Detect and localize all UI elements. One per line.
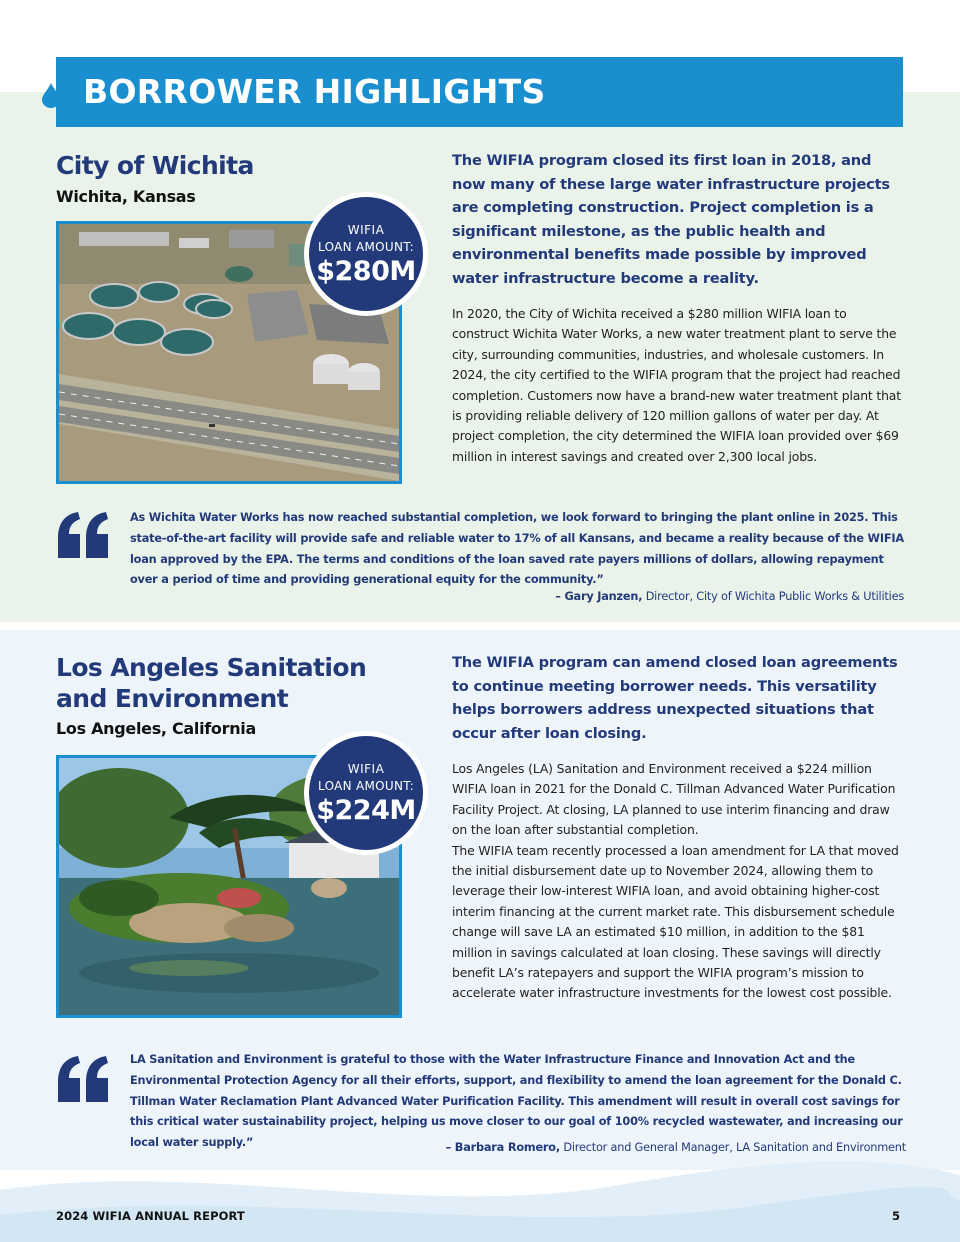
section-title-wichita (56, 150, 254, 181)
lead-paragraph-wichita: The WIFIA program closed its first loan in 2018, and now many of these large water infrastructure projects are completing construction. Project completion is a significant milestone, as the public health and environmental benefits made possible by improved water infrastructure become a reality. (452, 152, 890, 287)
badge-label: LOAN AMOUNT: (318, 240, 414, 254)
footer-wave-graphic (0, 1150, 960, 1242)
badge-circle (309, 736, 423, 850)
badge-label: LOAN AMOUNT: (318, 779, 414, 793)
section-location-wichita: Wichita, Kansas (56, 187, 196, 206)
section-title-line: Los Angeles Sanitation (56, 653, 367, 682)
attribution-los-angeles (446, 1141, 906, 1154)
attribution-role: Director, City of Wichita Public Works & Utilities (642, 590, 904, 603)
lead-paragraph-los-angeles: The WIFIA program can amend closed loan agreements to continue meeting borrower needs. This versatility helps borrowers address unexpected situations that occur after loan closing. (452, 654, 898, 742)
badge-amount: $224M (316, 795, 416, 826)
attribution-name: – Barbara Romero, (445, 1141, 560, 1154)
body-paragraph-wichita: In 2020, the City of Wichita received a $280 million WIFIA loan to construct Wichita Water Works, a new water treatment plant to serve the city, surrounding communities, industries, and wholesale customers. In 2024, the city certified to the WIFIA program that the project had reached completion. Customers now have a brand-new water treatment plant that is providing reliable delivery of 120 million gallons of water per day. At project completion, the city determined the WIFIA loan provided over $69 million in interest savings and created over 2,300 local jobs. (452, 306, 901, 464)
section-title-los-angeles (56, 652, 366, 714)
attribution-name: – Gary Janzen, (555, 590, 643, 603)
loan-amount-badge-wichita (304, 192, 428, 316)
body-paragraph-los-angeles (452, 759, 902, 1004)
badge-circle (309, 197, 423, 311)
page-number: 5 (892, 1209, 901, 1223)
quote-wichita: As Wichita Water Works has now reached substantial completion, we look forward to bringing the plant online in 2025. This state-of-the-art facility will provide safe and reliable water to 17% of all Kansans, and became a reality because of the WIFIA loan approved by the EPA. The terms and conditions of the loan saved rate payers millions of dollars, allowing repayment over a period of time and providing generational equity for the community.” (130, 511, 904, 587)
badge-amount: $280M (316, 256, 416, 287)
footer-report-title: 2024 WIFIA ANNUAL REPORT (56, 1209, 245, 1223)
attribution-role: Director and General Manager, LA Sanitation and Environment (559, 1141, 906, 1154)
quote-mark-icon (56, 510, 112, 560)
badge-label: WIFIA (347, 762, 385, 776)
loan-amount-badge-los-angeles (304, 731, 428, 855)
quote-los-angeles: LA Sanitation and Environment is grateful to those with the Water Infrastructure Finance and Innovation Act and the Environmental Protection Agency for all their efforts, support, and flexibility to amend the loan agreement for the Donald C. Tillman Water Reclamation Plant Advanced Water Purification Facility. This amendment will result in overall cost savings for this critical water sustainability project, helping us move closer to our goal of 100% recycled wastewater, and increasing our local water supply.” (130, 1053, 903, 1150)
water-drop-icon (40, 82, 62, 108)
section-title-line: City of Wichita (56, 151, 254, 180)
section-location-los-angeles: Los Angeles, California (56, 719, 256, 738)
badge-label: WIFIA (347, 223, 385, 237)
quote-mark-icon (56, 1054, 112, 1104)
attribution-wichita (555, 590, 904, 603)
body-paragraph: The WIFIA team recently processed a loan amendment for LA that moved the initial disbursement date up to November 2024, allowing them to leverage their low-interest WIFIA loan, and avoid obtaining higher-cost interim financing at the current market rate. This disbursement schedule change will save LA an estimated $10 million, in addition to the $81 million in savings calculated at loan closing. These savings will directly benefit LA’s ratepayers and support the WIFIA program’s mission to accelerate water infrastructure investments for the lowest cost possible. (452, 842, 899, 1001)
section-title-line: and Environment (56, 684, 289, 713)
page-title: BORROWER HIGHLIGHTS (83, 72, 546, 111)
body-paragraph: Los Angeles (LA) Sanitation and Environment received a $224 million WIFIA loan in 2021 for the Donald C. Tillman Advanced Water Purification Facility Project. At closing, LA planned to use interim financing and draw on the loan after substantial completion. (452, 761, 896, 838)
